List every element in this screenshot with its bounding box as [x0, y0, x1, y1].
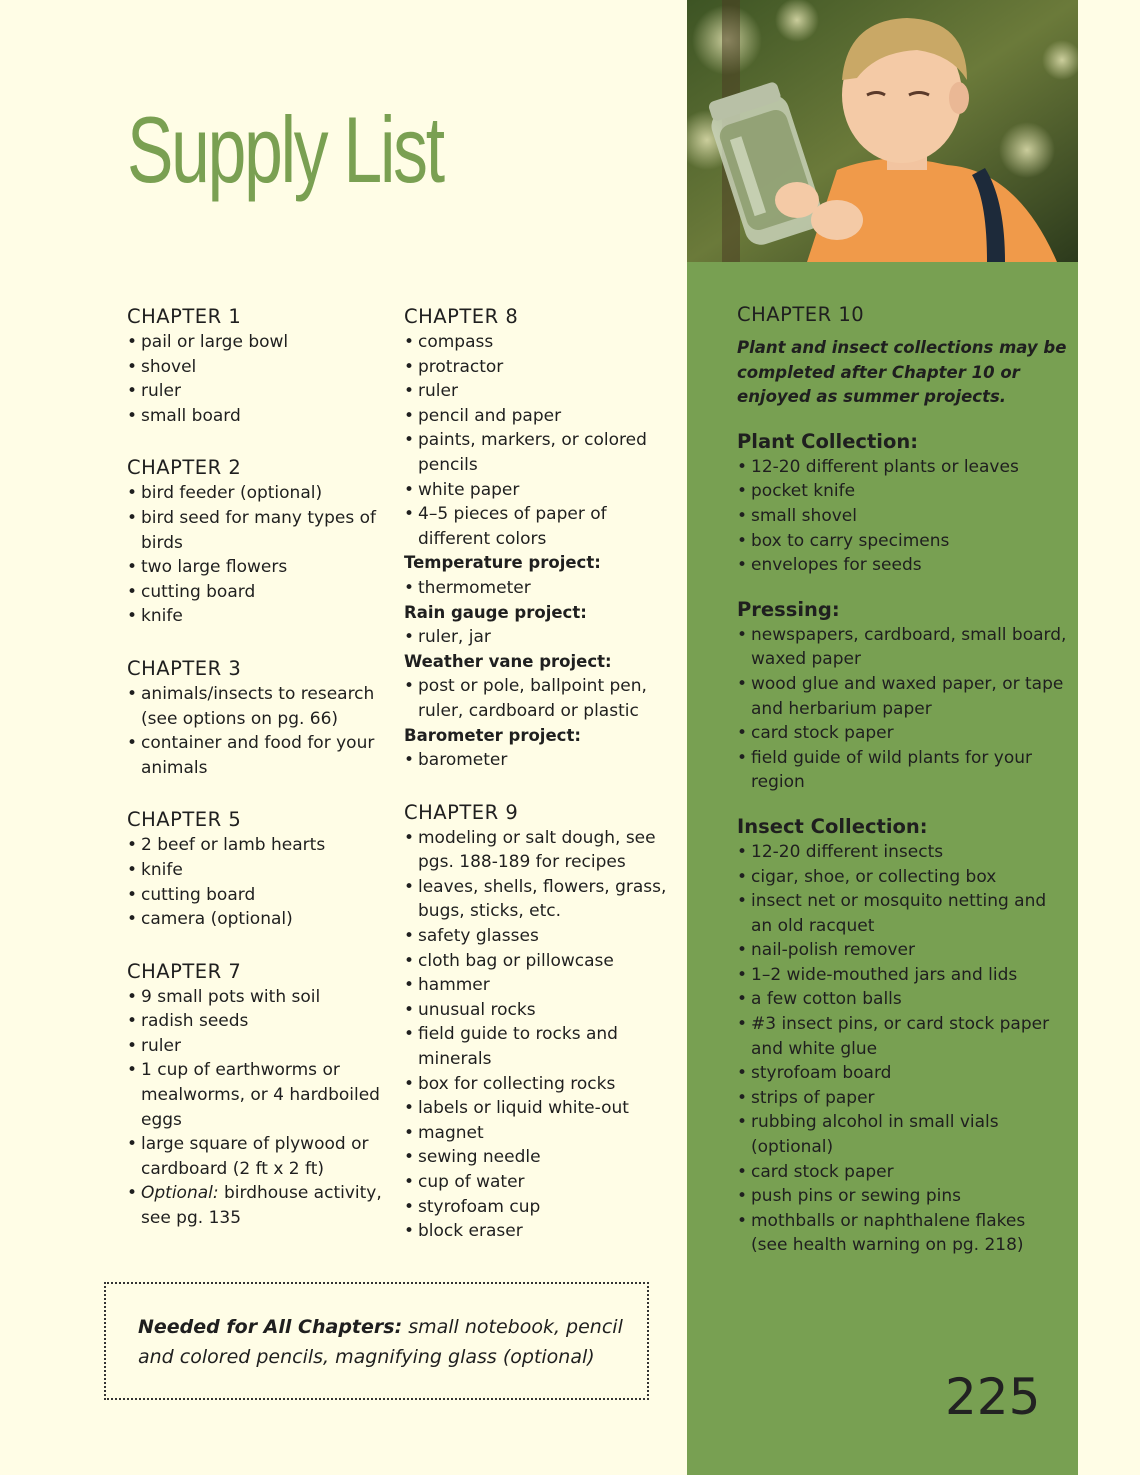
supply-item: • newspapers, cardboard, small board, waxed paper: [737, 623, 1067, 672]
supply-item: • knife: [127, 858, 387, 883]
supply-item: • box for collecting rocks: [404, 1072, 674, 1097]
supply-item: • mothballs or naphthalene flakes (see health warning on pg. 218): [737, 1209, 1067, 1258]
supply-item: • safety glasses: [404, 924, 674, 949]
needed-text: small notebook, pencil and colored pencils, magnifying glass (optional): [138, 1316, 623, 1368]
project-items: [404, 674, 674, 723]
supply-item: • pocket knife: [737, 479, 1067, 504]
supply-item: • sewing needle: [404, 1145, 674, 1170]
supply-item: • small shovel: [737, 504, 1067, 529]
sidebar-section: [737, 597, 1067, 795]
sidebar-chapter-heading: CHAPTER 10: [737, 303, 865, 326]
supply-item: • strips of paper: [737, 1086, 1067, 1111]
chapter-heading: CHAPTER 7: [127, 959, 242, 983]
supply-item: • 1–2 wide-mouthed jars and lids: [737, 963, 1067, 988]
chapter-section: [127, 807, 387, 931]
chapter-section: [404, 800, 674, 1244]
chapter-items: [127, 682, 387, 780]
project-items: [404, 625, 674, 650]
column-left: [127, 304, 387, 1258]
sidebar-content: [737, 302, 1067, 1277]
project-label: Temperature project:: [404, 553, 601, 573]
supply-item: • ruler, jar: [404, 625, 674, 650]
supply-item: • ruler: [127, 379, 387, 404]
supply-item: • two large flowers: [127, 555, 387, 580]
chapter-items: [127, 833, 387, 931]
supply-item: • styrofoam board: [737, 1061, 1067, 1086]
section-items: [737, 455, 1067, 578]
supply-item: • 4–5 pieces of paper of different colors: [404, 502, 674, 551]
supply-item: • insect net or mosquito netting and an old racquet: [737, 889, 1067, 938]
supply-item: • cup of water: [404, 1170, 674, 1195]
section-heading: Insect Collection:: [737, 814, 928, 838]
optional-label: Optional:: [141, 1183, 219, 1204]
chapter-items: [127, 985, 387, 1231]
page-title: Supply List: [127, 97, 443, 202]
supply-item: • modeling or salt dough, see pgs. 188-189 for recipes: [404, 826, 674, 875]
column-middle: [404, 304, 674, 1271]
chapter-items: [127, 481, 387, 629]
supply-item: • leaves, shells, flowers, grass, bugs, sticks, etc.: [404, 875, 674, 924]
supply-item: • bird feeder (optional): [127, 481, 387, 506]
supply-item: • bird seed for many types of birds: [127, 506, 387, 555]
supply-item: • envelopes for seeds: [737, 553, 1067, 578]
project-label: Rain gauge project:: [404, 602, 587, 622]
supply-item: • card stock paper: [737, 1160, 1067, 1185]
supply-item: • compass: [404, 330, 674, 355]
supply-item: • block eraser: [404, 1219, 674, 1244]
needed-label: Needed for All Chapters:: [138, 1316, 403, 1338]
supply-item: • small board: [127, 404, 387, 429]
supply-item: • protractor: [404, 355, 674, 380]
chapter-section: [404, 304, 674, 773]
photo-illustration: [687, 0, 1078, 262]
section-heading: Plant Collection:: [737, 429, 919, 453]
supply-item: • magnet: [404, 1121, 674, 1146]
supply-item: • barometer: [404, 748, 674, 773]
supply-item: • 1 cup of earthworms or mealworms, or 4 hardboiled eggs: [127, 1058, 387, 1132]
supply-item-optional: [127, 1181, 387, 1230]
chapter-heading: CHAPTER 5: [127, 808, 242, 832]
supply-item: • cutting board: [127, 883, 387, 908]
supply-item: • unusual rocks: [404, 998, 674, 1023]
chapter-heading: CHAPTER 2: [127, 456, 242, 480]
supply-item: • push pins or sewing pins: [737, 1184, 1067, 1209]
sidebar-note: Plant and insect collections may be completed after Chapter 10 or enjoyed as summer projects.: [737, 338, 1067, 407]
supply-item: • ruler: [404, 379, 674, 404]
chapter-heading: CHAPTER 1: [127, 305, 242, 328]
supply-item: • cigar, shoe, or collecting box: [737, 865, 1067, 890]
supply-item: • 12-20 different insects: [737, 840, 1067, 865]
supply-item: • wood glue and waxed paper, or tape and herbarium paper: [737, 672, 1067, 721]
project-items: [404, 748, 674, 773]
section-items: [737, 840, 1067, 1258]
chapter-items: [404, 330, 674, 551]
chapter-heading: CHAPTER 3: [127, 656, 242, 680]
supply-item: • styrofoam cup: [404, 1195, 674, 1220]
sidebar-section: [737, 429, 1067, 578]
supply-item: • field guide of wild plants for your region: [737, 746, 1067, 795]
supply-item: • pencil and paper: [404, 404, 674, 429]
supply-item: • ruler: [127, 1034, 387, 1059]
chapter-section: [127, 455, 387, 629]
supply-item: • cutting board: [127, 580, 387, 605]
supply-item: • card stock paper: [737, 721, 1067, 746]
supply-item: • camera (optional): [127, 907, 387, 932]
supply-item: • container and food for your animals: [127, 731, 387, 780]
supply-item: • 12-20 different plants or leaves: [737, 455, 1067, 480]
supply-item: • labels or liquid white-out: [404, 1096, 674, 1121]
chapter-heading: CHAPTER 9: [404, 800, 519, 824]
supply-item: • pail or large bowl: [127, 330, 387, 355]
supply-item: • hammer: [404, 973, 674, 998]
supply-item: • field guide to rocks and minerals: [404, 1022, 674, 1071]
chapter-items: [404, 826, 674, 1244]
section-heading: Pressing:: [737, 597, 840, 621]
supply-item: • shovel: [127, 355, 387, 380]
supply-item: • a few cotton balls: [737, 987, 1067, 1012]
supply-item: • post or pole, ballpoint pen, ruler, cardboard or plastic: [404, 674, 674, 723]
supply-item: • large square of plywood or cardboard (2 ft x 2 ft): [127, 1132, 387, 1181]
section-items: [737, 623, 1067, 795]
project-label: Barometer project:: [404, 725, 581, 745]
supply-item: • animals/insects to research (see options on pg. 66): [127, 682, 387, 731]
boy-with-jar-photo: [687, 0, 1078, 262]
optional-text: birdhouse activity, see pg. 135: [141, 1183, 382, 1229]
supply-item: • white paper: [404, 478, 674, 503]
page-number: 225: [945, 1368, 1041, 1426]
supply-item: • thermometer: [404, 576, 674, 601]
needed-for-all-chapters-box: [104, 1282, 649, 1400]
sidebar-panel: [687, 0, 1078, 1475]
project-items: [404, 576, 674, 601]
project-label: Weather vane project:: [404, 651, 612, 671]
sidebar-section: [737, 814, 1067, 1258]
chapter-section: [127, 959, 387, 1231]
chapter-section: [127, 656, 387, 780]
supply-item: • #3 insect pins, or card stock paper and white glue: [737, 1012, 1067, 1061]
supply-item: • nail-polish remover: [737, 938, 1067, 963]
supply-item: • knife: [127, 604, 387, 629]
supply-item: • 9 small pots with soil: [127, 985, 387, 1010]
chapter-section: [127, 304, 387, 428]
supply-item: • rubbing alcohol in small vials (optional): [737, 1110, 1067, 1159]
supply-item: • cloth bag or pillowcase: [404, 949, 674, 974]
chapter-items: [127, 330, 387, 428]
chapter-heading: CHAPTER 8: [404, 305, 519, 328]
supply-item: • paints, markers, or colored pencils: [404, 428, 674, 477]
supply-item: • radish seeds: [127, 1009, 387, 1034]
supply-item: • box to carry specimens: [737, 529, 1067, 554]
supply-item: • 2 beef or lamb hearts: [127, 833, 387, 858]
